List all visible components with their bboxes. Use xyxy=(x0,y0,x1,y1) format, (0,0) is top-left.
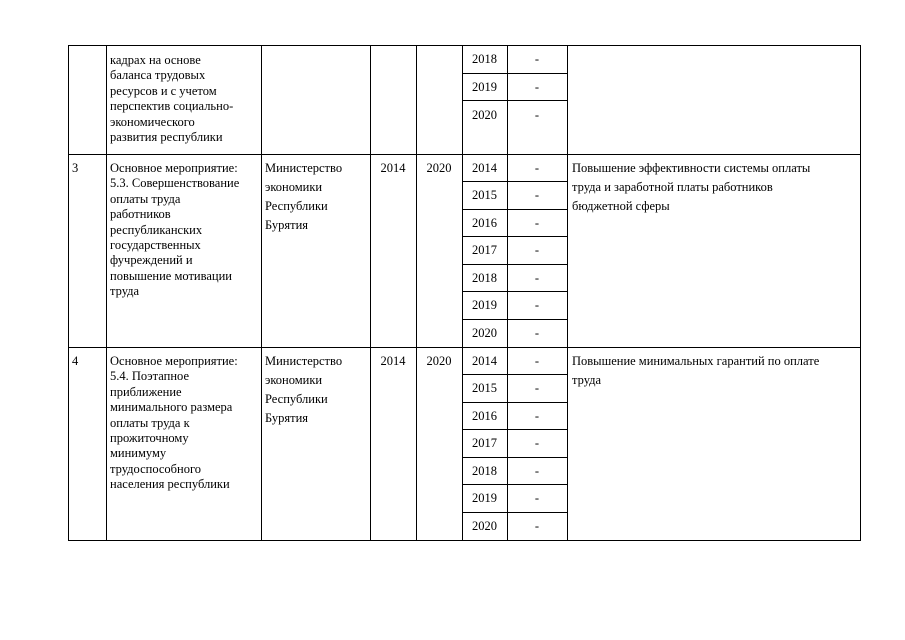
year-divider xyxy=(462,484,568,485)
measure-line: ресурсов и с учетом xyxy=(110,83,217,98)
start-year: 2014 xyxy=(380,161,406,175)
measure-line: минимуму xyxy=(110,446,167,461)
year-cell: 2015 xyxy=(472,188,497,202)
measure-line: баланса трудовых xyxy=(110,68,206,83)
measure-line: государственных xyxy=(110,238,201,252)
measure-line: населения республики xyxy=(110,477,230,492)
row-divider xyxy=(68,45,861,46)
year-divider xyxy=(462,100,568,101)
year-divider xyxy=(462,512,568,513)
measure-line: Основное мероприятие: xyxy=(110,161,238,175)
measure-line: оплаты труда к xyxy=(110,415,190,430)
year-cell: 2019 xyxy=(472,491,497,505)
year-cell: 2020 xyxy=(472,326,497,340)
end-year: 2020 xyxy=(426,161,452,175)
executor-line: Республики xyxy=(265,392,328,406)
year-divider xyxy=(462,291,568,292)
column-divider xyxy=(106,45,107,541)
result-line: Повышение эффективности системы оплаты xyxy=(572,161,811,175)
row-number: 4 xyxy=(72,354,79,368)
value-cell: - xyxy=(534,409,540,423)
result-line: бюджетной сферы xyxy=(572,199,670,213)
value-cell: - xyxy=(534,354,540,368)
value-cell: - xyxy=(534,243,540,257)
start-year: 2014 xyxy=(380,354,406,368)
value-cell: - xyxy=(534,298,540,312)
measure-line: 5.3. Совершенствование xyxy=(110,176,240,191)
value-cell: - xyxy=(534,436,540,450)
year-cell: 2014 xyxy=(472,354,497,368)
measure-line: экономического xyxy=(110,114,195,129)
value-cell: - xyxy=(534,188,540,202)
column-divider xyxy=(261,45,262,541)
year-cell: 2016 xyxy=(472,216,497,230)
year-divider xyxy=(462,73,568,74)
column-divider xyxy=(416,45,417,541)
year-divider xyxy=(462,181,568,182)
value-cell: - xyxy=(534,326,540,340)
measure-line: приближение xyxy=(110,384,182,399)
result-line: труда и заработной платы работников xyxy=(572,180,773,194)
year-divider xyxy=(462,429,568,430)
value-cell: - xyxy=(534,381,540,395)
year-cell: 2016 xyxy=(472,409,497,423)
year-cell: 2019 xyxy=(472,298,497,312)
executor-line: Бурятия xyxy=(265,218,309,232)
executor-line: Бурятия xyxy=(265,411,309,425)
value-cell: - xyxy=(534,491,540,505)
value-cell: - xyxy=(534,216,540,230)
executor-line: Министерство xyxy=(265,161,343,175)
year-cell: 2018 xyxy=(472,464,497,478)
row-divider xyxy=(68,154,861,155)
measure-line: трудоспособного xyxy=(110,461,202,476)
end-year: 2020 xyxy=(426,354,452,368)
measure-line: работников xyxy=(110,207,171,222)
year-cell: 2018 xyxy=(472,52,497,66)
measure-line: кадрах на основе xyxy=(110,53,201,67)
year-cell: 2017 xyxy=(472,436,497,450)
year-divider xyxy=(462,374,568,375)
year-divider xyxy=(462,402,568,403)
value-cell: - xyxy=(534,161,540,175)
value-cell: - xyxy=(534,271,540,285)
measure-line: республиканских xyxy=(110,222,203,237)
column-divider xyxy=(567,45,568,541)
measure-line: развития республики xyxy=(110,130,223,144)
measure-line: труда xyxy=(110,284,140,299)
year-cell: 2015 xyxy=(472,381,497,395)
measure-line: оплаты труда xyxy=(110,191,181,206)
row-number: 3 xyxy=(72,161,79,175)
year-cell: 2014 xyxy=(472,161,497,175)
column-divider xyxy=(860,45,861,541)
year-cell: 2020 xyxy=(472,519,497,533)
year-divider xyxy=(462,264,568,265)
year-cell: 2018 xyxy=(472,271,497,285)
year-cell: 2020 xyxy=(472,108,497,122)
executor-line: Республики xyxy=(265,199,328,213)
measure-line: Основное мероприятие: xyxy=(110,354,238,368)
row-divider xyxy=(68,540,861,541)
year-divider xyxy=(462,457,568,458)
year-cell: 2017 xyxy=(472,243,497,257)
measure-line: перспектив социально- xyxy=(110,99,234,114)
value-cell: - xyxy=(534,52,540,66)
result-line: Повышение минимальных гарантий по оплате xyxy=(572,354,820,368)
measure-line: минимального размера xyxy=(110,400,233,415)
measure-line: повышение мотивации xyxy=(110,268,232,283)
executor-line: экономики xyxy=(265,373,323,387)
year-divider xyxy=(462,236,568,237)
year-divider xyxy=(462,319,568,320)
measure-line: 5.4. Поэтапное xyxy=(110,369,189,384)
row-divider xyxy=(68,347,861,348)
value-cell: - xyxy=(534,464,540,478)
executor-line: экономики xyxy=(265,180,323,194)
year-divider xyxy=(462,209,568,210)
column-divider xyxy=(68,45,69,541)
value-cell: - xyxy=(534,519,540,533)
year-cell: 2019 xyxy=(472,80,497,94)
value-cell: - xyxy=(534,108,540,122)
column-divider xyxy=(370,45,371,541)
value-cell: - xyxy=(534,80,540,94)
result-line: труда xyxy=(572,373,602,387)
measure-line: фучреждений и xyxy=(110,253,193,268)
executor-line: Министерство xyxy=(265,354,343,368)
measure-line: прожиточному xyxy=(110,431,189,445)
